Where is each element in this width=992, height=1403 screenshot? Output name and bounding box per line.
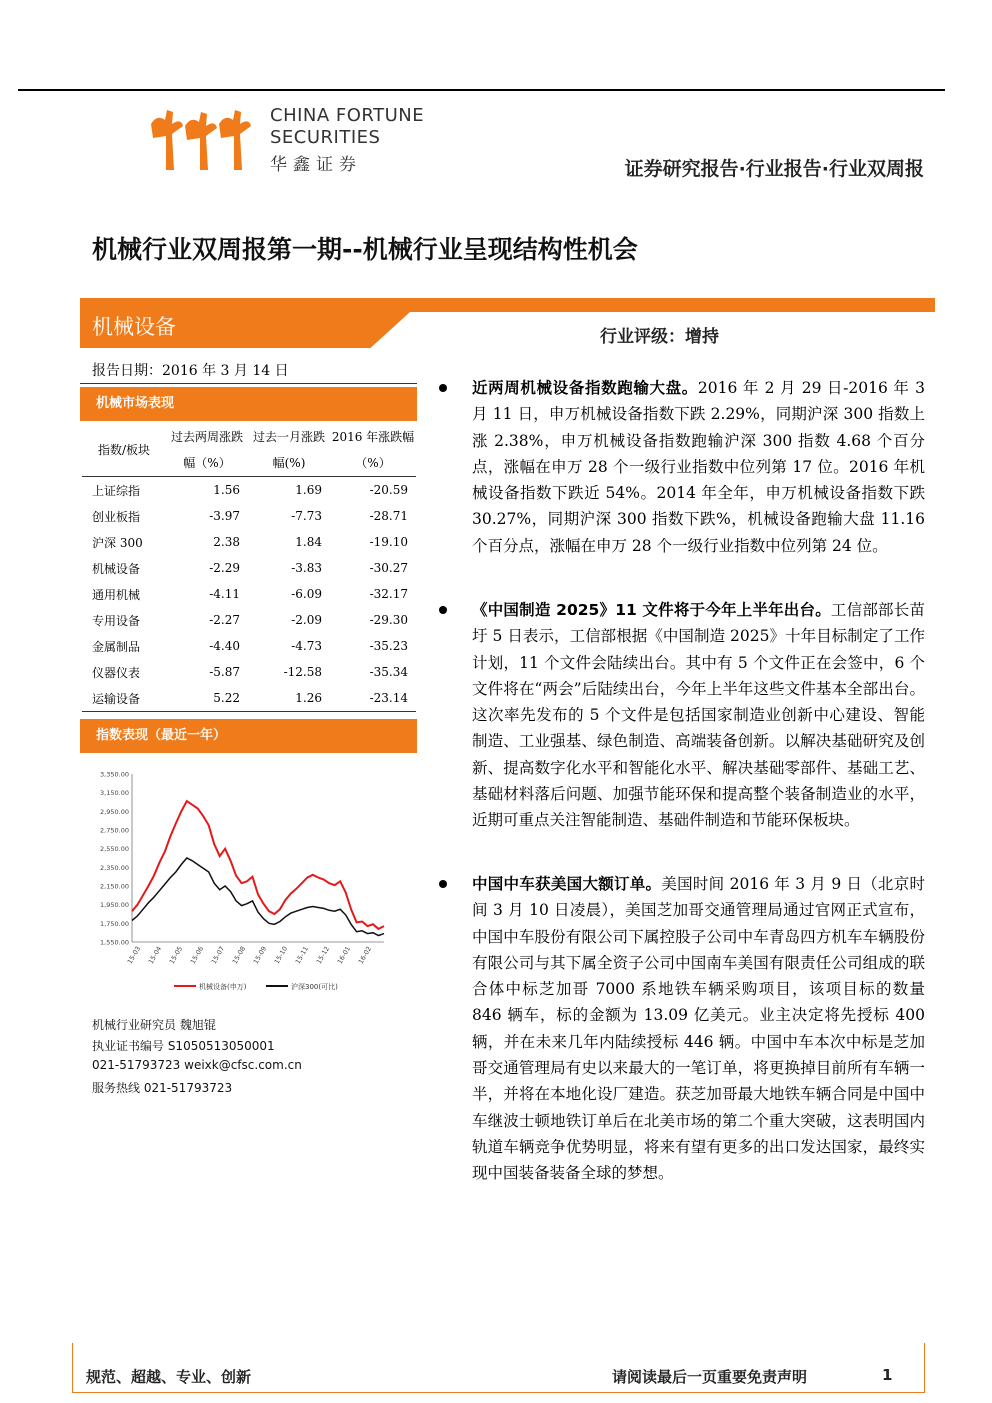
table-cell: -2.27 bbox=[209, 613, 240, 627]
table-row bbox=[82, 555, 416, 581]
table-cell: -23.14 bbox=[369, 691, 408, 705]
table-row bbox=[82, 633, 416, 659]
table-cell: 创业板指 bbox=[92, 509, 141, 524]
bullet-text: 2016 年 2 月 29 日-2016 年 3 月 11 日，申万机械设备指数下跌 2.29%，同期沪深 300 指数上涨 2.38%，申万机械设备指数跑输沪深 300 指数 4.68 个百分点，涨幅在申万 28 个一级行业指数中位列第 17 位。2016 年机械设备指数下跌近 54%。2014 年全年，申万机械设备指数下跌 30.27%，同期沪深 300 指数下跌%，机械设备跑输大盘 11.16 个百分点，涨幅在申万 28 个一级行业指数中位列第 24 位。 bbox=[472, 379, 925, 555]
bullet-text: 工信部部长苗圩 5 日表示，工信部根据《中国制造 2025》十年目标制定了工作计划，11 个文件会陆续出台。其中有 5 个文件正在会签中，6 个文件将在“两会”后陆续出台，今年上半年这些文件基本全部出台。这次率先发布的 5 个文件是包括国家制造业创新中心建设、智能制造、工业强基、绿色制造、高端装备创新。以解决基础研究及创新、提高数字化水平和智能化水平、解决基础零部件、基础工艺、基础材料落后问题、加强节能环保和提高整个装备制造业的水平，近期可重点关注智能制造、基础件制造和节能环保板块。 bbox=[472, 601, 925, 830]
table-cell: 1.69 bbox=[295, 483, 322, 497]
x-tick-label: 15-12 bbox=[314, 945, 332, 966]
table-cell: -2.29 bbox=[209, 561, 240, 575]
table-cell: -3.83 bbox=[291, 561, 322, 575]
sector-label: 机械设备 bbox=[92, 315, 176, 339]
table-row bbox=[82, 607, 416, 633]
table-cell: -3.97 bbox=[209, 509, 240, 523]
x-tick-label: 15-11 bbox=[293, 945, 311, 966]
bullet-lead: 中国中车获美国大额订单。 bbox=[472, 875, 662, 893]
table-cell: 1.26 bbox=[295, 691, 322, 705]
table-header-row bbox=[82, 424, 416, 477]
x-tick-label: 16-01 bbox=[335, 945, 353, 966]
industry-rating: 行业评级：增持 bbox=[600, 327, 719, 347]
bullet-paragraph bbox=[472, 871, 925, 1187]
column-header: 过去两周涨跌幅（%） bbox=[170, 430, 243, 470]
legend-label: 机械设备(申万) bbox=[199, 983, 247, 991]
y-tick-label: 3,150.00 bbox=[100, 789, 129, 798]
table-cell: 1.84 bbox=[295, 535, 322, 549]
x-tick-label: 15-03 bbox=[125, 945, 143, 966]
logo-english-name bbox=[270, 105, 424, 149]
logo-chinese-name: 华鑫证券 bbox=[270, 155, 362, 175]
table-cell: 专用设备 bbox=[92, 613, 141, 628]
table-cell: -19.10 bbox=[369, 535, 408, 549]
table-cell: -28.71 bbox=[369, 509, 408, 523]
page-number: 1 bbox=[882, 1366, 893, 1384]
table-cell: -5.87 bbox=[209, 665, 240, 679]
table-row bbox=[82, 529, 416, 555]
license-number: 执业证书编号 S1050513050001 bbox=[92, 1039, 275, 1053]
x-tick-label: 15-09 bbox=[251, 945, 269, 966]
accent-bar bbox=[80, 298, 935, 312]
y-tick-label: 3,350.00 bbox=[100, 770, 129, 779]
phone-email: 021-51793723 weixk@cfsc.com.cn bbox=[92, 1058, 302, 1072]
bullet-paragraph bbox=[472, 597, 925, 834]
table-cell: 通用机械 bbox=[92, 587, 141, 602]
bullet-icon bbox=[439, 880, 447, 888]
table-cell: -29.30 bbox=[369, 613, 408, 627]
table-cell: -12.58 bbox=[283, 665, 322, 679]
table-row bbox=[82, 685, 416, 712]
legend-label: 沪深300(可比) bbox=[291, 983, 338, 991]
footer-slogan: 规范、超越、专业、创新 bbox=[86, 1368, 252, 1386]
report-date: 报告日期：2016 年 3 月 14 日 bbox=[92, 363, 289, 379]
bullet-icon bbox=[439, 384, 447, 392]
table-cell: 2.38 bbox=[213, 535, 240, 549]
table-cell: 仪器仪表 bbox=[92, 665, 141, 680]
logo-line-1: CHINA FORTUNE bbox=[270, 105, 425, 126]
y-tick-label: 2,350.00 bbox=[100, 863, 129, 872]
service-hotline: 服务热线 021-51793723 bbox=[92, 1081, 233, 1095]
table-cell: -35.23 bbox=[369, 639, 408, 653]
analyst-name: 机械行业研究员 魏旭锟 bbox=[92, 1018, 216, 1032]
bullet-paragraph bbox=[472, 375, 925, 559]
table-row bbox=[82, 503, 416, 529]
y-tick-label: 2,750.00 bbox=[100, 826, 129, 835]
series-line bbox=[132, 801, 384, 929]
table-cell: 1.56 bbox=[213, 483, 240, 497]
y-tick-label: 2,150.00 bbox=[100, 882, 129, 891]
market-section-heading: 机械市场表现 bbox=[80, 387, 417, 421]
table-cell: -4.11 bbox=[209, 587, 240, 601]
x-tick-label: 15-04 bbox=[146, 945, 164, 966]
x-tick-label: 15-07 bbox=[209, 945, 227, 966]
bullet-icon bbox=[439, 606, 447, 614]
table-cell: -6.09 bbox=[291, 587, 322, 601]
table-cell: -35.34 bbox=[369, 665, 408, 679]
y-tick-label: 1,550.00 bbox=[100, 938, 129, 947]
y-tick-label: 2,550.00 bbox=[100, 845, 129, 854]
x-tick-label: 16-02 bbox=[356, 945, 374, 966]
bullet-lead: 《中国制造 2025》11 文件将于今年上半年出台。 bbox=[472, 601, 831, 619]
table-cell: -7.73 bbox=[291, 509, 322, 523]
y-tick-label: 2,950.00 bbox=[100, 807, 129, 816]
market-table bbox=[82, 424, 416, 712]
column-header: 2016 年涨跌幅（%） bbox=[331, 430, 415, 470]
table-cell: -4.73 bbox=[291, 639, 322, 653]
table-cell: 机械设备 bbox=[92, 561, 141, 576]
x-tick-label: 15-06 bbox=[188, 945, 206, 966]
x-tick-label: 15-10 bbox=[272, 945, 290, 966]
table-cell: -30.27 bbox=[369, 561, 408, 575]
table-cell: 金属制品 bbox=[92, 639, 141, 654]
bullet-lead: 近两周机械设备指数跑输大盘。 bbox=[472, 379, 698, 397]
header-rule bbox=[18, 89, 945, 91]
table-cell: 运输设备 bbox=[92, 691, 141, 706]
table-row bbox=[82, 659, 416, 685]
section-rule bbox=[80, 383, 417, 384]
table-cell: -20.59 bbox=[369, 483, 408, 497]
y-tick-label: 1,950.00 bbox=[100, 901, 129, 910]
index-line-chart bbox=[84, 758, 414, 1008]
table-row bbox=[82, 477, 416, 504]
table-row bbox=[82, 581, 416, 607]
y-tick-label: 1,750.00 bbox=[100, 919, 129, 928]
table-cell: 上证综指 bbox=[92, 483, 141, 498]
column-header: 过去一月涨跌幅(%) bbox=[252, 430, 325, 470]
table-cell: -32.17 bbox=[369, 587, 408, 601]
index-section-heading: 指数表现（最近一年） bbox=[80, 719, 417, 753]
report-title: 机械行业双周报第一期--机械行业呈现结构性机会 bbox=[92, 235, 638, 264]
x-tick-label: 15-08 bbox=[230, 945, 248, 966]
column-header: 指数/板块 bbox=[97, 443, 151, 457]
report-type: 证券研究报告·行业报告·行业双周报 bbox=[624, 158, 924, 180]
table-cell: -2.09 bbox=[291, 613, 322, 627]
x-tick-label: 15-05 bbox=[167, 945, 185, 966]
table-cell: 5.22 bbox=[213, 691, 240, 705]
table-cell: -4.40 bbox=[209, 639, 240, 653]
company-logo-icon bbox=[145, 104, 257, 174]
logo-line-2: SECURITIES bbox=[270, 127, 381, 148]
table-cell: 沪深 300 bbox=[92, 535, 143, 550]
footer-disclaimer: 请阅读最后一页重要免责声明 bbox=[612, 1368, 808, 1386]
bullet-text: 美国时间 2016 年 3 月 9 日（北京时间 3 月 10 日凌晨），美国芝加哥交通管理局通过官网正式宣布，中国中车股份有限公司下属控股子公司中车青岛四方机车车辆股份有限公司与其下属全资子公司中国南车美国有限责任公司组成的联合体中标芝加哥 7000 系地铁车辆采购项目，该项目标的数量 846 辆车，标的金额为 13.09 亿美元。业主决定将先授标 400 辆，并在未来几年内陆续授标 446 辆。中国中车本次中标是芝加哥交通管理局有史以来最大的一笔订单，将更换掉目前所有车辆一半，并将在本地化设厂建造。获芝加哥最大地铁车辆合同是中国中车继波士顿地铁订单后在北美市场的第二个重大突破，这表明国内轨道车辆竞争优势明显，将来有望有更多的出口发达国家，最终实现中国装备装备全球的梦想。 bbox=[472, 875, 925, 1183]
